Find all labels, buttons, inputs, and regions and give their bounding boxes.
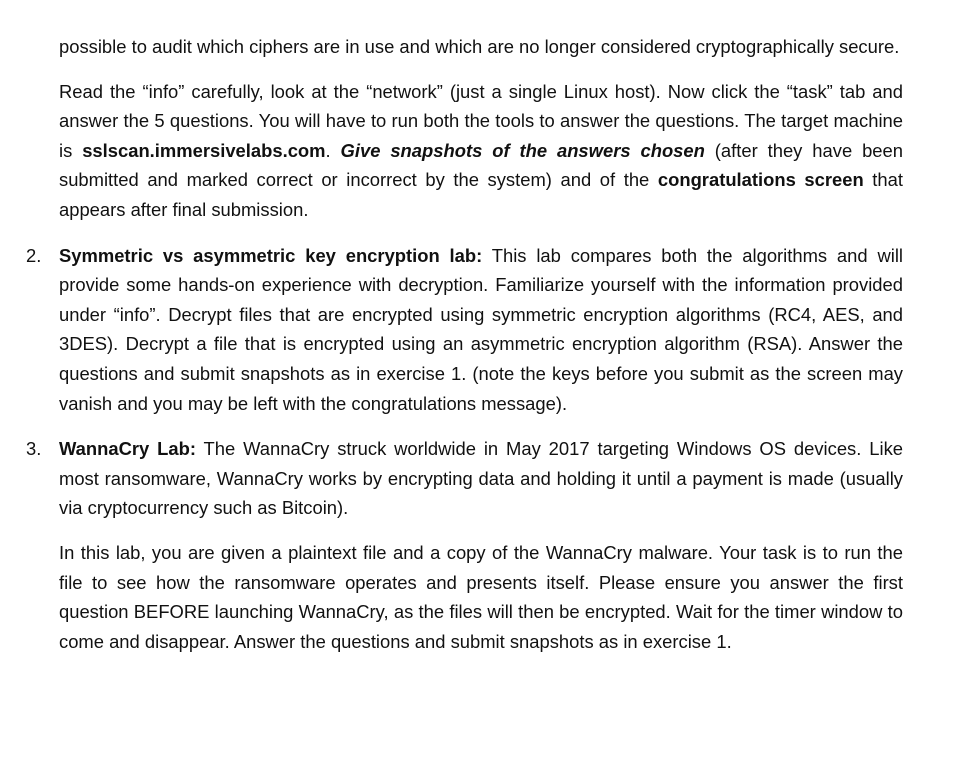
list-item-3-body: The WannaCry struck worldwide in May 2017 targeting Windows OS devices. Like most ransomware, WannaCry works by encrypting data and holding it until a payment is made (usually via cryptocurrency such as Bitcoin). [59,438,903,519]
snapshot-instruction: Give snapshots of the answers chosen [340,139,705,161]
congratulations-screen-term: congratulations screen [657,169,864,191]
list-item-2-body: This lab compares both the algorithms and will provide some hands-on experience with decryption. Familiarize yourself with the information provided under “info”. Decrypt files that are encrypted using symmetric encryption algorithms (RC4, AES, and 3DES). Decrypt a file that is encrypted using an asymmetric encryption algorithm (RSA). Answer the questions and submit snapshots as in exercise 1. (note the keys before you submit as the screen may vanish and you may be left with the congratulations message). [59,244,903,414]
list-item-3-para2-text: In this lab, you are given a plaintext file and a copy of the WannaCry malware. Your task is to run the file to see how the ransomware operates and presents itself. Please ensure you answer the first question BEFORE launching WannaCry, as the files will then be encrypted. Wait for the timer window to come and disappear. Answer the questions and submit snapshots as in exercise 1. [59,541,903,652]
spacer [0,418,958,434]
list-item-2-title: Symmetric vs asymmetric key encryption lab: [59,244,483,266]
spacer [0,62,958,77]
list-item-3-paragraph-2 [0,538,903,656]
target-hostname: sslscan.immersivelabs.com [82,139,326,161]
list-item-3 [0,434,958,523]
list-number: 2. [26,244,42,266]
list-item-3-paragraph [0,434,903,523]
list-item-2 [0,241,958,419]
list-number: 3. [26,438,42,460]
list-item-3-title: WannaCry Lab: [59,438,196,460]
intro-p2-text-c: (after they have been submitted and marked correct or incorrect by the system) and of the [59,139,903,191]
intro-p2-text-a: Read the “info” carefully, look at the “network” (just a single Linux host). Now click the “task” tab and answer the 5 questions. You will have to run both the tools to answer the questions. The target machine is [59,80,903,161]
spacer [0,523,958,538]
intro-p2-text-b: . [325,139,341,161]
intro-p2-text-d: that appears after final submission. [59,169,903,220]
intro-paragraph-2 [0,77,903,225]
spacer [0,225,958,241]
intro-p1-text: possible to audit which ciphers are in use and which are no longer considered cryptographically secure. [59,36,900,57]
list-item-2-paragraph [0,241,903,419]
intro-paragraph-1 [0,32,903,62]
